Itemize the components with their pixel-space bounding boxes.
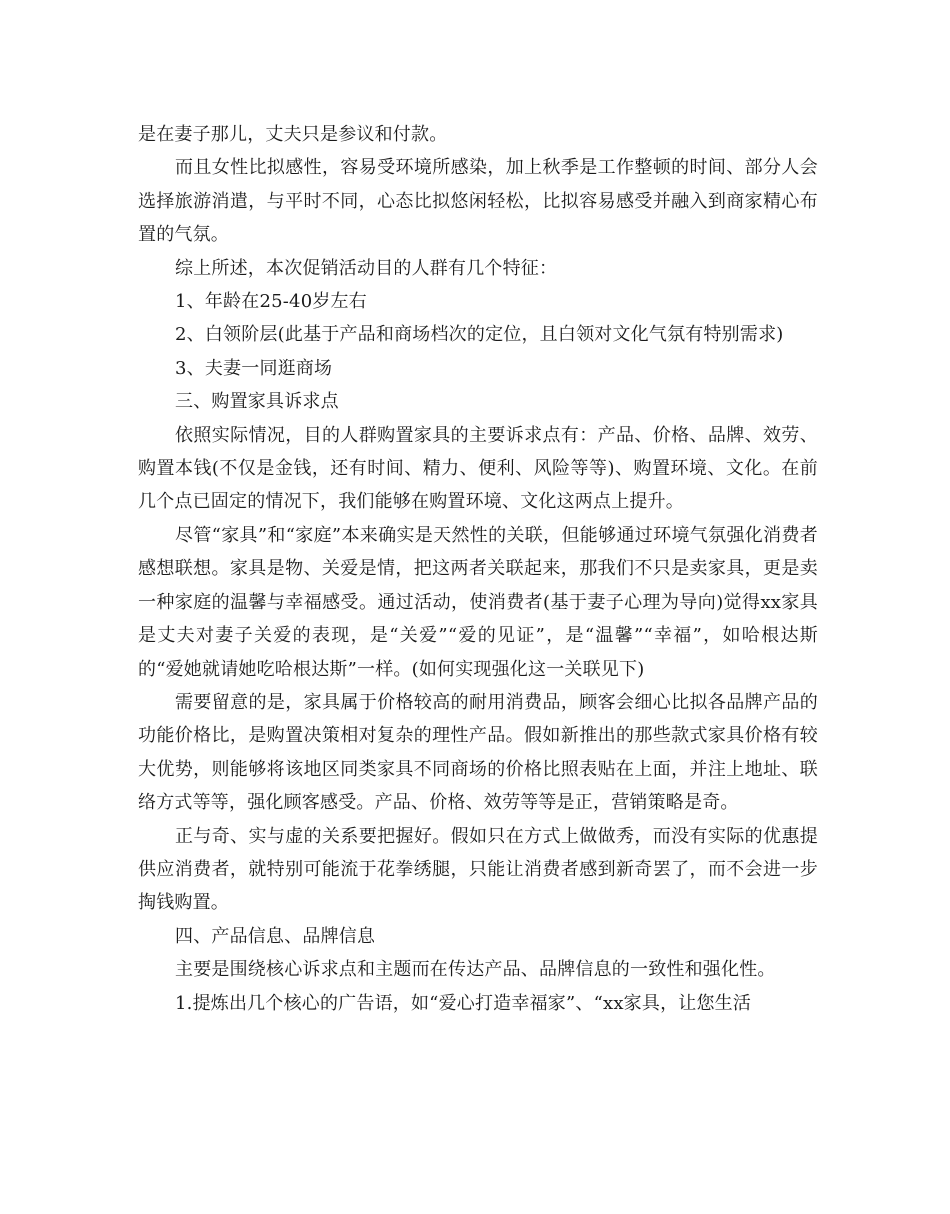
list-item-age: 1、年龄在25-40岁左右 [175, 291, 367, 313]
paragraph-1: 是在妻子那儿，丈夫只是参议和付款。 [138, 124, 448, 145]
paragraph-6: 需要留意的是，家具属于价格较高的耐用消费品，顾客会细心比拟各品牌产品的功能价格比，是购置决策相对复杂的理性产品。假如新推出的那些款式家具价格有较大优势，则能够将该地区同类家具不同商场的价格比照表贴在上面，并注上地址、联络方式等等，强化顾客感受。产品、价格、效劳等等是正，营销策略是奇。 [138, 691, 818, 814]
paragraph-2: 而且女性比拟感性，容易受环境所感染，加上秋季是工作整顿的时间、部分人会选择旅游消遣，与平时不同，心态比拟悠闲轻松，比拟容易感受并融入到商家精心布置的气氛。 [138, 157, 818, 246]
list-item-couples: 3、夫妻一同逛商场 [175, 357, 333, 379]
section-heading-4: 四、产品信息、品牌信息 [175, 925, 376, 947]
paragraph-8: 主要是围绕核心诉求点和主题而在传达产品、品牌信息的一致性和强化性。 [175, 959, 776, 981]
paragraph-5: 尽管“家具”和“家庭”本来确实是天然性的关联，但能够通过环境气氛强化消费者感想联想。家具是物、关爱是情，把这两者关联起来，那我们不只是卖家具，更是卖一种家庭的温馨与幸福感受。通过活动，使消费者(基于妻子心理为导向)觉得xx家具是丈夫对妻子关爱的表现，是“关爱”“爱的见证”，是“温馨”“幸福”，如哈根达斯的“爱她就请她吃哈根达斯”一样。(如何实现强化这一关联见下) [138, 524, 818, 680]
document-body [138, 118, 818, 1020]
paragraph-7: 正与奇、实与虚的关系要把握好。假如只在方式上做做秀，而没有实际的优惠提供应消费者，就特别可能流于花拳绣腿，只能让消费者感到新奇罢了，而不会进一步掏钱购置。 [138, 825, 818, 914]
section-heading-3: 三、购置家具诉求点 [175, 391, 339, 413]
paragraph-3: 综上所述，本次促销活动目的人群有几个特征： [175, 257, 558, 279]
paragraph-9: 1.提炼出几个核心的广告语，如“爱心打造幸福家”、“xx家具，让您生活 [175, 992, 752, 1014]
list-item-white-collar: 2、白领阶层(此基于产品和商场档次的定位，且白领对文化气氛有特别需求) [175, 324, 784, 346]
paragraph-4: 依照实际情况，目的人群购置家具的主要诉求点有：产品、价格、品牌、效劳、购置本钱(不仅是金钱，还有时间、精力、便利、风险等等)、购置环境、文化。在前几个点已固定的情况下，我们能够在购置环境、文化这两点上提升。 [138, 424, 818, 513]
